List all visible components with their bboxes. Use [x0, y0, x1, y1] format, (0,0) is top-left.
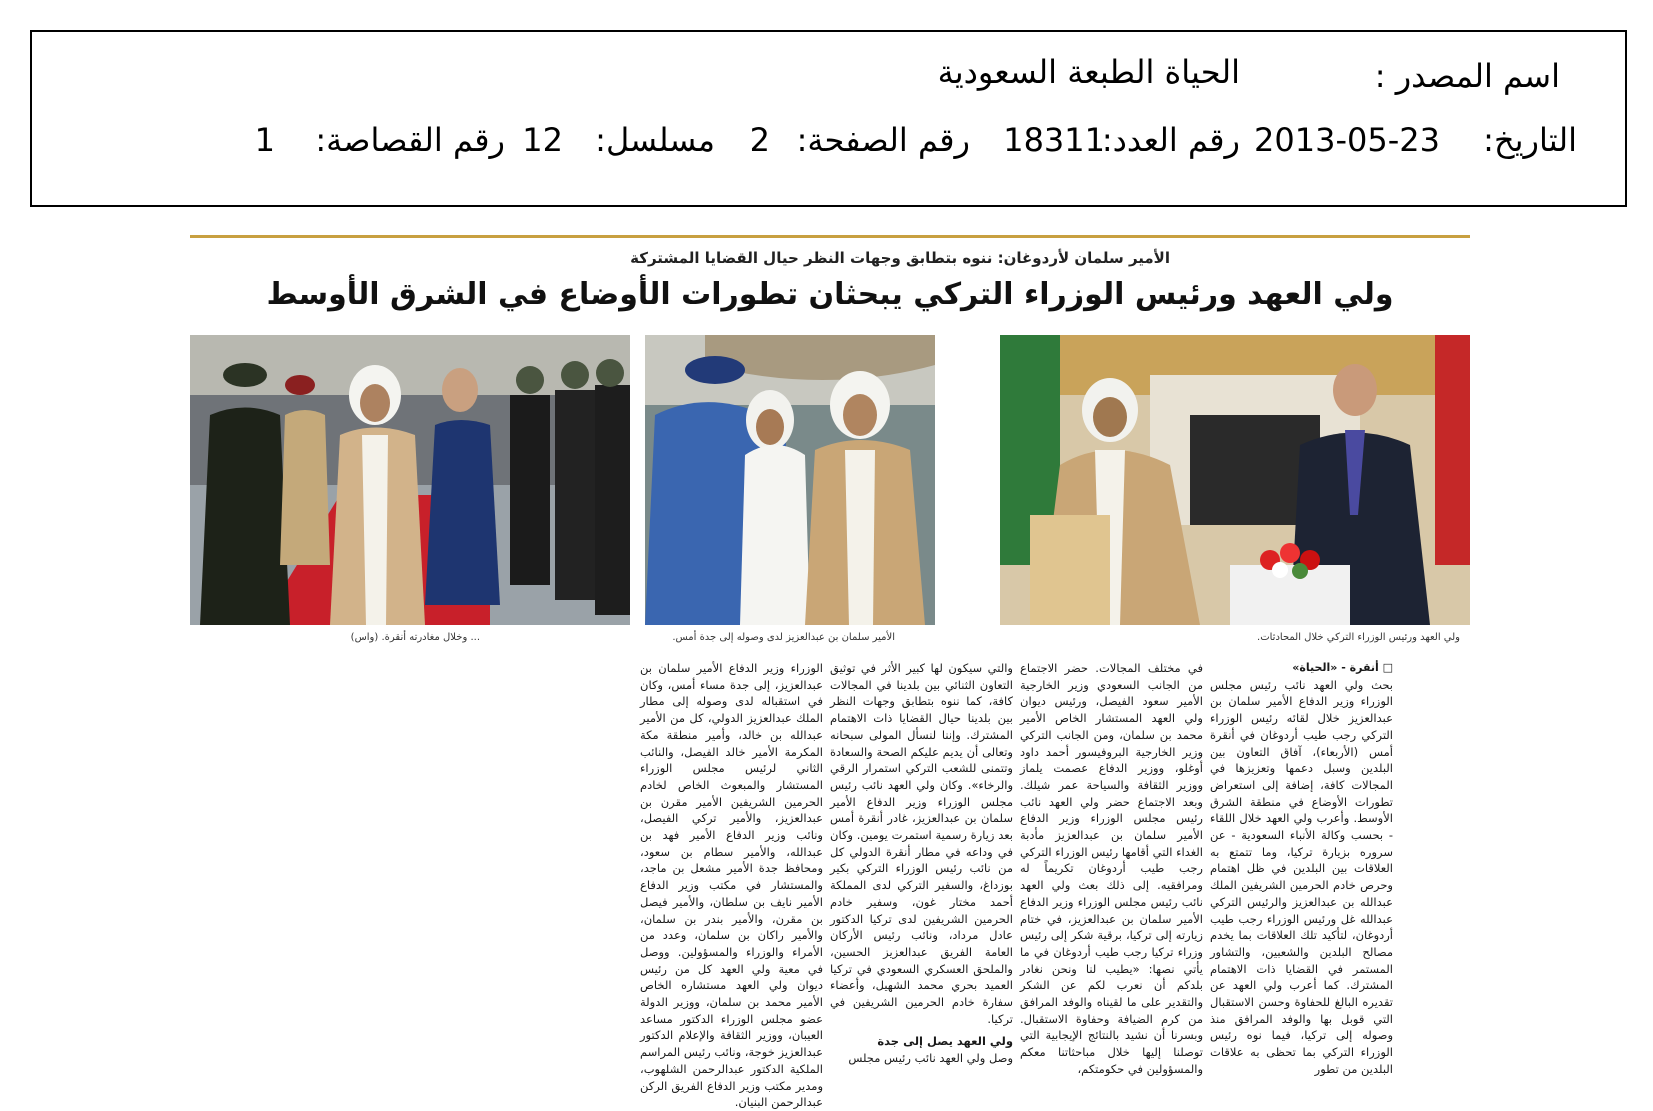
source-name: الحياة الطبعة السعودية: [937, 53, 1240, 91]
date-label: التاريخ:: [1483, 121, 1577, 159]
photo-meeting: [1000, 335, 1470, 625]
serial-value: 12: [522, 121, 563, 159]
article-kicker: الأمير سلمان لأردوغان: ننوه بتطابق وجهات النظر حيال القضايا المشتركة: [630, 249, 1170, 267]
article-column-1: [1210, 660, 1393, 1076]
photo-departure: [190, 335, 630, 625]
article-subhead: ولي العهد يصل إلى جدة: [877, 1034, 1013, 1049]
column-text: الوزراء وزير الدفاع الأمير سلمان بن عبدالعزيز، إلى جدة مساء أمس، وكان في استقباله لدى وصوله إلى مطار الملك عبدالعزيز الدولي، كل من الأمير عبدالله بن خالد، وأمير منطقة مكة المكرمة الأمير خالد الفيصل، والنائب الثاني لرئيس مجلس الوزراء المستشار والمبعوث الخاص لخادم الحرمين الشريفين الأمير مقرن بن عبدالعزيز، والأمير تركي الفيصل، ونائب وزير الدفاع الأمير فهد بن عبدالله، والأمير سطام بن سعود، ومحافظ جدة الأمير مشعل بن ماجد، والمستشار في مكتب وزير الدفاع الأمير نايف بن سلطان، والأمير فيصل بن مقرن، والأمير بندر بن سلمان، والأمير راكان بن سلمان، وعدد من الأمراء والوزراء والمسؤولين. ووصل في معية ولي العهد كل من رئيس ديوان ولي العهد مستشاره الخاص الأمير محمد بن سلمان، ووزير الدولة عضو مجلس الوزراء الدكتور مساعد العيبان، ووزير الثقافة والإعلام الدكتور عبدالعزيز خوجة، ونائب رئيس المراسم الملكية الدكتور عبدالرحمن الشلهوب، ومدير مكتب وزير الدفاع الفريق الركن عبدالرحمن البنيان.: [640, 661, 823, 1110]
issue-label: رقم العدد:: [1101, 121, 1240, 159]
page-label: رقم الصفحة:: [796, 121, 970, 159]
clipping-value: 1: [254, 121, 275, 159]
date-value: 2013-05-23: [1254, 121, 1440, 159]
column-text: بحث ولي العهد نائب رئيس مجلس الوزراء وزير الدفاع الأمير سلمان بن عبدالعزيز خلال لقائه رئيس الوزراء التركي رجب طيب أردوغان في أنقرة أمس (الأربعاء)، آفاق التعاون بين البلدين وسبل دعمها وتعزيزها في المجالات كافة، إضافة إلى استعراض تطورات الأوضاع في منطقة الشرق الأوسط. وأعرب ولي العهد خلال اللقاء - بحسب وكالة الأنباء السعودية - عن سروره بزيارة تركيا، وما تتمتع به العلاقات بين البلدين في ظل اهتمام وحرص خادم الحرمين الشريفين الملك عبدالله بن عبدالعزيز والرئيس التركي عبدالله غل ورئيس الوزراء رجب طيب أردوغان، لتأكيد تلك العلاقات بما يخدم مصالح البلدين والشعبين، والتشاور المستمر في القضايا ذات الاهتمام المشترك. كما أعرب ولي العهد عن تقديره البالغ للحفاوة وحسن الاستقبال التي قوبل بها والوفد المرافق منذ وصوله إلى تركيا، فيما نوه رئيس الوزراء التركي بما تحظى به علاقات البلدين من تطور: [1210, 677, 1393, 1076]
caption-departure: ... وخلال مغادرته أنقرة. (واس): [350, 632, 480, 643]
page-value: 2: [749, 121, 770, 159]
photo-arrival: [645, 335, 935, 625]
column-text: والتي سيكون لها كبير الأثر في توثيق التعاون الثنائي بين بلدينا في المجالات كافة، كما ننوه بتطابق وجهات النظر بين بلدينا حيال القضايا ذات الاهتمام المشترك. وإننا لنسأل المولى سبحانه وتعالى أن يديم عليكم الصحة والسعادة وتتمنى للشعب التركي استمرار الرقي والرخاء». وكان ولي العهد نائب رئيس مجلس الوزراء وزير الدفاع الأمير سلمان بن عبدالعزيز، غادر أنقرة أمس بعد زيارة رسمية استمرت يومين. وكان في وداعه في مطار أنقرة الدولي كل من نائب رئيس الوزراء التركي بكير بوزداغ، والسفير التركي لدى المملكة أحمد مختار غون، وسفير خادم الحرمين الشريفين لدى تركيا الدكتور عادل مرداد، ونائب رئيس الأركان العامة الفريق عبدالعزيز الحسين، والملحق العسكري السعودي في تركيا العميد بحري محمد الشهيل، وأعضاء سفارة خادم الحرمين الشريفين في تركيا.: [830, 661, 1013, 1026]
serial-label: مسلسل:: [595, 121, 715, 159]
article-column-2: [1020, 660, 1203, 1076]
caption-meeting: ولي العهد ورئيس الوزراء التركي خلال المحادثات.: [1257, 632, 1460, 643]
article-column-4: [640, 660, 823, 1110]
news-clipping: [190, 235, 1470, 1110]
clipping-label: رقم القصاصة:: [315, 121, 505, 159]
article-column-3: [830, 660, 1013, 1066]
top-rule: [190, 235, 1470, 238]
article-byline: □ أنقرة - «الحياة»: [1292, 661, 1393, 674]
caption-arrival: الأمير سلمان بن عبدالعزيز لدى وصوله إلى جدة أمس.: [672, 632, 895, 643]
column-text: في مختلف المجالات. حضر الاجتماع من الجانب السعودي وزير الخارجية الأمير سعود الفيصل، ورئيس ديوان ولي العهد المستشار الخاص الأمير محمد بن سلمان، ومن الجانب التركي وزير الخارجية البروفيسور أحمد داود أوغلو، ووزير الدفاع عصمت يلماز ووزير الثقافة والسياحة عمر شيلك. وبعد الاجتماع حضر ولي العهد نائب رئيس مجلس الوزراء وزير الدفاع الأمير سلمان بن عبدالعزيز مأدبة الغداء التي أقامها رئيس الوزراء التركي رجب طيب أردوغان تكريماً له ومرافقيه. إلى ذلك بعث ولي العهد نائب رئيس مجلس الوزراء وزير الدفاع الأمير سلمان بن عبدالعزيز، في ختام زيارته إلى تركيا، برقية شكر إلى رئيس وزراء تركيا رجب طيب أردوغان في ما يأتي نصها: «يطيب لنا ونحن نغادر بلدكم أن نعرب لكم عن الشكر والتقدير على ما لقيناه والوفد المرافق من كرم الضيافة وحفاوة الاستقبال. وبسرنا أن نشيد بالنتائج الإيجابية التي توصلنا إليها خلال مباحثاتنا معكم والمسؤولين في حكومتكم،: [1020, 661, 1203, 1076]
issue-value: 18311: [1003, 121, 1105, 159]
column-text-tail: وصل ولي العهد نائب رئيس مجلس: [848, 1051, 1013, 1066]
article-headline: ولي العهد ورئيس الوزراء التركي يبحثان تطورات الأوضاع في الشرق الأوسط: [266, 277, 1394, 312]
source-info-box: [30, 30, 1627, 207]
source-label: اسم المصدر :: [1374, 57, 1560, 95]
